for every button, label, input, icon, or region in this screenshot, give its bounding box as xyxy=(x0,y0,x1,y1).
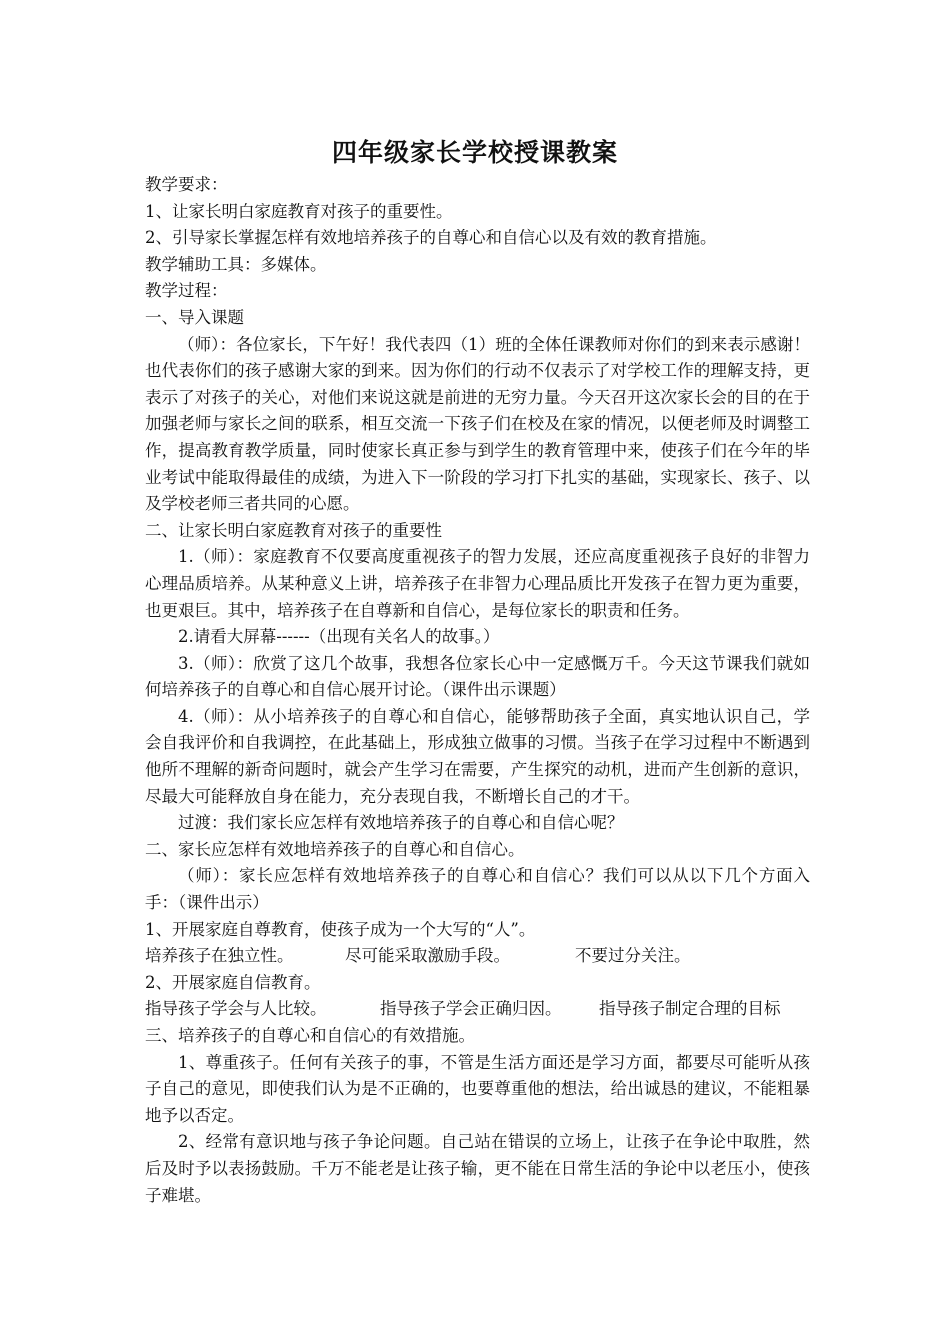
list-item-1-points xyxy=(145,943,810,970)
point-1b: 尽可能采取激励手段。 xyxy=(345,946,510,966)
paragraph-3-2: 2、经常有意识地与孩子争论问题。自己站在错误的立场上，让孩子在争论中取胜，然后及时予以表扬鼓励。千万不能老是让孩子输，更不能在日常生活的争论中以老压小，使孩子难堪。 xyxy=(145,1132,810,1205)
teaching-requirements-heading: 教学要求： xyxy=(145,175,228,194)
point-1c: 不要过分关注。 xyxy=(575,946,691,966)
point-2b: 指导孩子学会正确归因。 xyxy=(380,999,562,1019)
document-title: 四年级家长学校授课教案 xyxy=(331,138,618,167)
section-heading-1: 一、导入课题 xyxy=(145,307,244,327)
teaching-tools: 教学辅助工具：多媒体。 xyxy=(145,254,327,274)
transition-paragraph: 过渡：我们家长应怎样有效地培养孩子的自尊心和自信心呢？ xyxy=(178,813,624,833)
paragraph-2b: （师）：家长应怎样有效地培养孩子的自尊心和自信心？我们可以从以下几个方面入手：（课件出示） xyxy=(145,866,810,913)
paragraph-2-4: 4.（师）：从小培养孩子的自尊心和自信心，能够帮助孩子全面，真实地认识自己，学会自我评价和自我调控，在此基础上，形成独立做事的习惯。当孩子在学习过程中不断遇到他所不理解的新奇问题时，就会产生学习在需要，产生探究的动机，进而产生创新的意识，尽最大可能释放自身在能力，充分表现自我，不断增长自己的才干。 xyxy=(145,706,810,806)
point-2c: 指导孩子制定合理的目标 xyxy=(599,999,781,1019)
requirement-item-2: 2、引导家长掌握怎样有效地培养孩子的自尊心和自信心以及有效的教育措施。 xyxy=(145,228,717,248)
intro-paragraph: （师）：各位家长，下午好！我代表四（1）班的全体任课教师对你们的到来表示感谢！也代表你们的孩子感谢大家的到来。因为你们的行动不仅表示了对学校工作的理解支持，更表示了对孩子的关心，对他们来说这就是前进的无穷力量。今天召开这次家长会的目的在于加强老师与家长之间的联系，相互交流一下孩子们在校及在家的情况，以便老师及时调整工作，提高教育教学质量，同时使家长真正参与到学生的教育管理中来，使孩子们在今年的毕业考试中能取得最佳的成绩，为进入下一阶段的学习打下扎实的基础，实现家长、孩子、以及学校老师三者共同的心愿。 xyxy=(145,334,810,514)
paragraph-2-3: 3.（师）：欣赏了这几个故事，我想各位家长心中一定感慨万千。今天这节课我们就如何培养孩子的自尊心和自信心展开讨论。（课件出示课题） xyxy=(145,653,810,700)
paragraph-2-2: 2.请看大屏幕------（出现有关名人的故事。） xyxy=(178,627,500,647)
teaching-process-heading: 教学过程： xyxy=(145,281,228,301)
point-2a: 指导孩子学会与人比较。 xyxy=(145,999,327,1019)
section-heading-2: 二、让家长明白家庭教育对孩子的重要性 xyxy=(145,520,442,540)
requirement-item-1: 1、让家长明白家庭教育对孩子的重要性。 xyxy=(145,201,453,221)
list-item-2: 2、开展家庭自信教育。 xyxy=(145,972,321,992)
section-heading-3: 三、培养孩子的自尊心和自信心的有效措施。 xyxy=(145,1026,475,1045)
paragraph-3-1: 1、尊重孩子。任何有关孩子的事，不管是生活方面还是学习方面，都要尽可能听从孩子自己的意见，即使我们认为是不正确的，也要尊重他的想法，给出诚恳的建议，不能粗暴地予以否定。 xyxy=(145,1052,810,1125)
list-item-1: 1、开展家庭自尊教育，使孩子成为一个大写的“人”。 xyxy=(145,919,536,939)
document-body xyxy=(145,172,810,1209)
paragraph-2-1: 1.（师）：家庭教育不仅要高度重视孩子的智力发展，还应高度重视孩子良好的非智力心理品质培养。从某种意义上讲，培养孩子在非智力心理品质比开发孩子在智力更为重要，也更艰巨。其中，培养孩子在自尊新和自信心，是每位家长的职责和任务。 xyxy=(145,547,810,620)
list-item-2-points xyxy=(145,996,810,1023)
point-1a: 培养孩子在独立性。 xyxy=(145,946,294,966)
section-heading-2b: 二、家长应怎样有效地培养孩子的自尊心和自信心。 xyxy=(145,839,525,859)
